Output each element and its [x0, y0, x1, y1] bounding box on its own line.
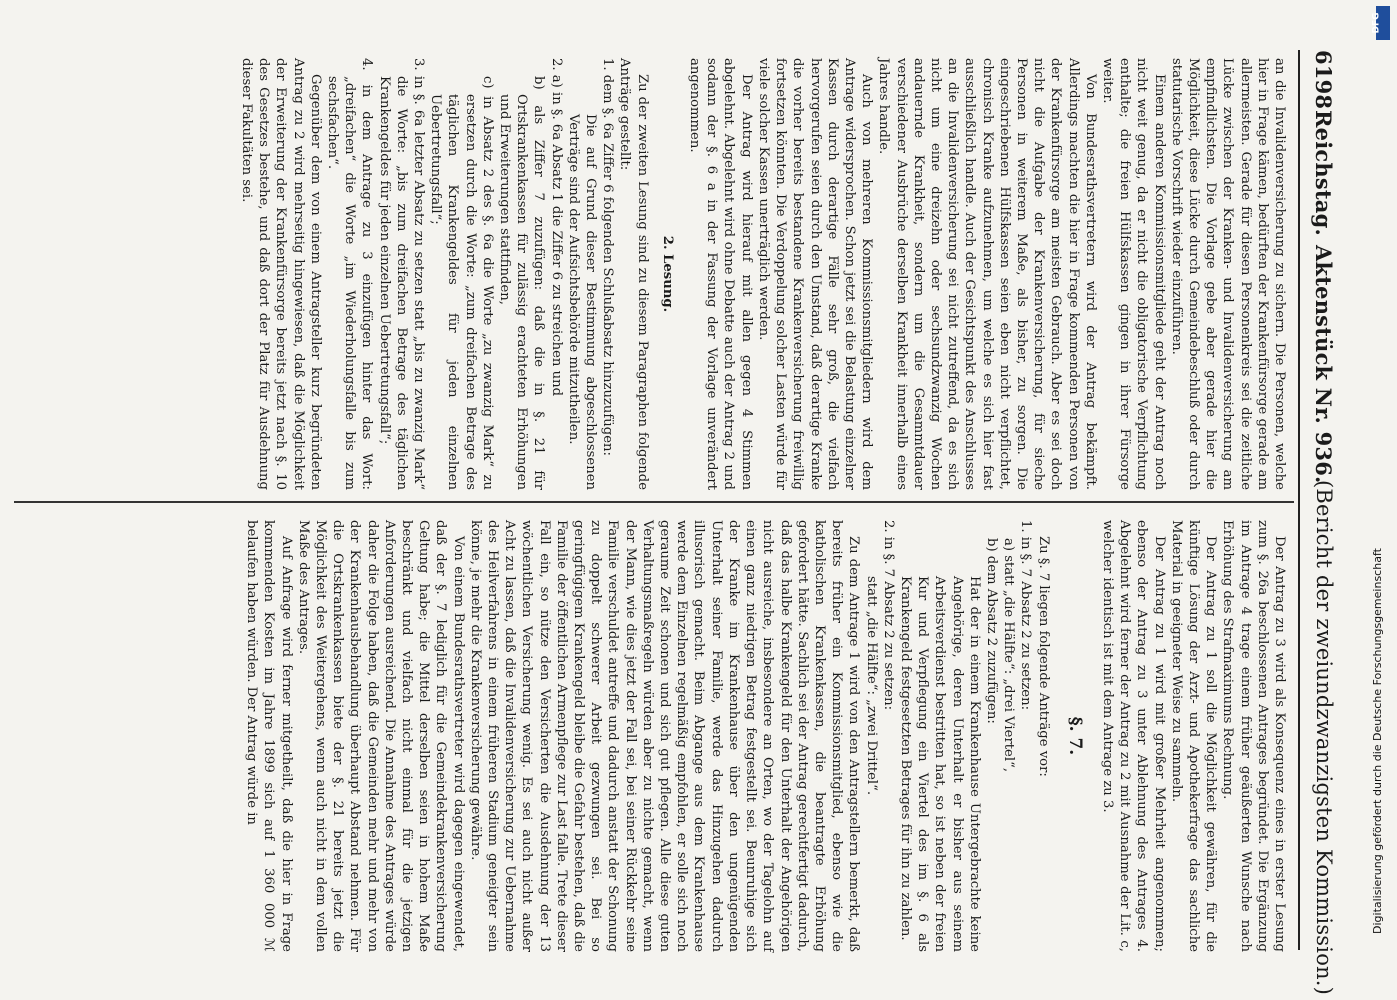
paragraph: Der Antrag wird hierauf mit allen gegen 4 Stimmen abgelehnt. Abgelehnt wird ohne Debatte auch der Antrag 2 und sodann der §. 6 a in der Fassung der Vorlage unverändert angenommen.: [687, 58, 754, 490]
list-item: b) als Ziffer 7 zuzufügen: daß die in §. 21 für Ortskrankenkassen für zulässig erachteten Erhöhungen und Erweiterungen stattfinden,: [497, 76, 547, 490]
left-column: [238, 58, 1288, 490]
paragraph: Von Bundesrathsvertretern wird der Antrag bekämpft. Allerdings machten die hier in Frage kommenden Personen von der Krankenfürsorge am meisten Gebrauch. Aber es sei doch nicht die Aufgabe der Krankenversicherung, für sieche Personen in weiterem Maße, als bisher, zu sorgen. Die eingeschriebenen Hülfskassen seien eben nicht verpflichtet, chronisch Kranke aufzunehmen, um welche es sich hier fast ausschließlich handle. Auch der Gesichtspunkt des Anschlusses an die Invalidenversicherung sei nicht zutreffend, da es sich nicht um eine dreizehn oder sechsundzwanzig Wochen andauernde Krankheit, sondern um die Gesammtdauer verschiedener Ausbrüche derselben Krankheit innerhalb eines Jahres handle.: [876, 58, 1098, 490]
paragraph: Der Antrag zu 1 soll die Möglichkeit gewähren, für die künftige Lösung der Arzt- und Apothekerfrage das sachliche Material in geeigneter Weise zu sammeln.: [1168, 520, 1219, 952]
paragraph: Gegenüber dem von einem Antragsteller kurz begründeten Antrag zu 2 wird mehrseitig hingewiesen, daß die Möglichkeit der Erweiterung der Krankenfürsorge bereits jetzt nach §. 10 des Gesetzes bestehe, und daß dort der Platz für Ausdehnung dieser Fakultäten sei.: [239, 58, 323, 490]
section-heading: §. 7.: [1064, 716, 1085, 756]
paragraph: Zu der zweiten Lesung sind zu diesem Paragraphen folgende Anträge gestellt:: [617, 58, 650, 490]
credit-text-wrap: [1364, 6, 1392, 994]
section-heading: 2. Lesung.: [659, 235, 675, 313]
right-column: [243, 520, 1288, 952]
dfg-logo: [1371, 6, 1390, 40]
paragraph: Auch von mehreren Kommissionsmitgliedern wird dem Antrage widersprochen. Schon jetzt sei die Belastung einzelner Kassen durch derartige Fälle sehr groß, die vielfach hervorgerufen seien durch den Umstand, daß derartige Kranke die vorher bereits bestandene Krankenversicherung freiwillig fortsetzen könnten. Die Verdoppelung solcher Lasten würde für viele solcher Kassen unerträglich werden.: [755, 58, 875, 490]
list-item: 2. a) in §. 6a Absatz 1 die Ziffer 6 zu streichen und: [548, 58, 564, 397]
list-item: 1. in §. 7 Absatz 2 zu setzen:: [1018, 520, 1034, 711]
credit-sidebar: [1364, 6, 1392, 994]
paragraph: Von einem Bundesrathsvertreter wird dagegen eingewendet, daß der §. 7 lediglich für die Gemeindekrankenversicherung Geltung habe; die Mittel derselben seien in hohem Maße beschränkt und vielfach nicht einmal für die jetzigen Anforderungen ausreichend. Die Annahme des Antrages würde daher die Folge haben, daß die Gemeinden mehr und mehr von der Krankenhausbehandlung überhaupt Abstand nehmen. Für die Ortskrankenkassen biete der §. 21 bereits jetzt die Möglichkeit des Weitergehens, wenn auch nicht in dem vollen Maße des Antrages.: [295, 520, 466, 952]
header-bericht: (Bericht der zweiundzwanzigsten Kommission.): [1312, 480, 1336, 996]
paragraph: an die Invalidenversicherung zu sichern. Die Personen, welche hier in Frage kämen, bedürften der Krankenfürsorge gerade am allermeisten. Gerade für diesen Personenkreis sei die zeitliche Lücke zwischen der Kranken- und Invalidenversicherung am empfindlichsten. Die Vorlage gebe aber gerade hier die Möglichkeit, diese Lücke durch Gemeindebeschluß oder durch statutarische Vorschrift wieder einzuführen.: [1168, 58, 1287, 490]
page-number: 6198: [1311, 50, 1336, 110]
paragraph: Der Antrag zu 3 wird als Konsequenz eines in erster Lesung zum §. 26a beschlossenen Antrages begründet. Die Ergänzung im Antrage 4 trage einem früher geäußerten Wunsche nach Erhöhung des Strafmaximums Rechnung.: [1220, 520, 1287, 952]
paragraph: Zu dem Antrage 1 wird von den Antragstellern bemerkt, daß bereits früher ein Kommissionsmitglied, ebenso wie die katholischen Krankenkassen, die beantragte Erhöhung gefordert hätte. Sachlich sei der Antrag gerechtfertigt dadurch, daß das halbe Krankengeld für den Unterhalt der Angehörigen nicht ausreiche, insbesondere an Orten, wo der Tagelohn auf einen ganz niedrigen Betrag festgestellt sei. Beunruhige sich der Kranke im Krankenhause über den ungenügenden Unterhalt seiner Familie, werde das Hinzugehen dadurch illusorisch gemacht. Beim Abgange aus dem Krankenhause werde dem Einzelnen regelmäßig empfohlen, er solle sich noch geraume Zeit schonen und sich gut pflegen. Alle diese guten Verhaltungsmaßregeln würden aber zu nichte gemacht, wenn der Mann, wie dies jetzt der Fall sei, bei seiner Rückkehr seine Familie verschuldet antreffe und dadurch anstatt der Schonung zu doppelt schwerer Arbeit gezwungen sei. Bei so geringfügigem Krankengeld bleibe die Gefahr bestehen, daß die Familie der öffentlichen Armenpflege zur Last falle. Trete dieser Fall ein, so nütze den Versicherten die Ausdehnung der 13 wöchentlichen Versicherung wenig. Es sei auch nicht außer Acht zu lassen, daß die Invalidenversicherung zur Uebernahme des Heilverfahrens in einem früheren Stadium geneigter sein könne, je mehr die Krankenversicherung gewähre.: [467, 520, 862, 952]
header-reichstag: Reichstag.: [1311, 110, 1336, 236]
list-item: 4. in dem Antrage zu 3 einzufügen hinter das Wort: „dreifachen“ die Worte „im Wiederholungsfalle bis zum sechsfachen“.: [325, 58, 375, 490]
list-item: 3. in §. 6a letzter Absatz zu setzen statt „bis zu zwanzig Mark“ die Worte: „bis zum dreifachen Betrage des täglichen Krankengeldes für jeden einzelnen Uebertretungsfall“;: [376, 58, 427, 490]
paragraph: Der Antrag zu 1 wird mit großer Mehrheit angenommen; ebenso der Antrag zu 3 unter Ablehnung des Antrages 4. Abgelehnt wird ferner der Antrag zu 2 mit Ausnahme der Lit. c, welcher identisch ist mit dem Antrage zu 3.: [1099, 520, 1167, 952]
credit-text: Digitalisierung gefördert durch die Deutsche Forschungsgemeinschaft: [1371, 548, 1384, 934]
page-header: [1302, 50, 1336, 996]
list-item: c) in Absatz 2 des §. 6a die Worte „zu zwanzig Mark“ zu ersetzen durch die Worte: „zum dreifachen Betrage des täglichen Krankengeldes für jeden einzelnen Uebertretungsfall“;: [428, 76, 495, 490]
list-item-text: Die auf Grund dieser Bestimmung abgeschlossenen Verträge sind der Aufsichtsbehörde mitzutheilen.: [565, 114, 599, 490]
paragraph: Auf Anfrage wird ferner mitgetheilt, daß die hier in Frage kommenden Kosten im Jahre 1899 sich auf 1 360 000 ℳ belaufen haben würden. Der Antrag würde in: [244, 520, 294, 952]
dfg-logo-text: DFG: [1371, 12, 1382, 34]
paragraph: Einem anderen Kommissionsmitgliede geht der Antrag noch nicht weit genug, da er nicht die obligatorische Verpflichtung enthalte; die freien Hülfskassen gingen in ihrer Fürsorge weiter.: [1099, 58, 1167, 490]
header-rule: [1298, 50, 1300, 950]
list-item: 2. in §. 7 Absatz 2 zu setzen:: [880, 520, 896, 711]
list-item-text: Hat der in einem Krankenhause Untergebrachte keine Angehörige, deren Unterhalt er bisher aus seinem Arbeitsverdienst bestritten hat, so ist neben der freien Kur und Verpflegung ein Viertel des im §. 6 als Krankengeld festgesetzten Betrages für ihn zu zahlen.: [897, 576, 982, 952]
header-aktenstueck: Aktenstück Nr. 936.: [1311, 245, 1336, 484]
list-item: a) statt „die Hälfte“: „drei Viertel“,: [1001, 538, 1017, 773]
list-item: b) dem Absatz 2 zuzufügen:: [983, 538, 999, 724]
paragraph: Zu §. 7 liegen folgende Anträge vor:: [1035, 536, 1051, 777]
list-item: 1. dem §. 6a Ziffer 6 folgenden Schlußabsatz hinzuzufügen:: [600, 58, 616, 456]
column-divider: [14, 501, 1294, 503]
list-item-text: statt „die Hälfte“: „zwei Drittel“.: [863, 576, 879, 796]
